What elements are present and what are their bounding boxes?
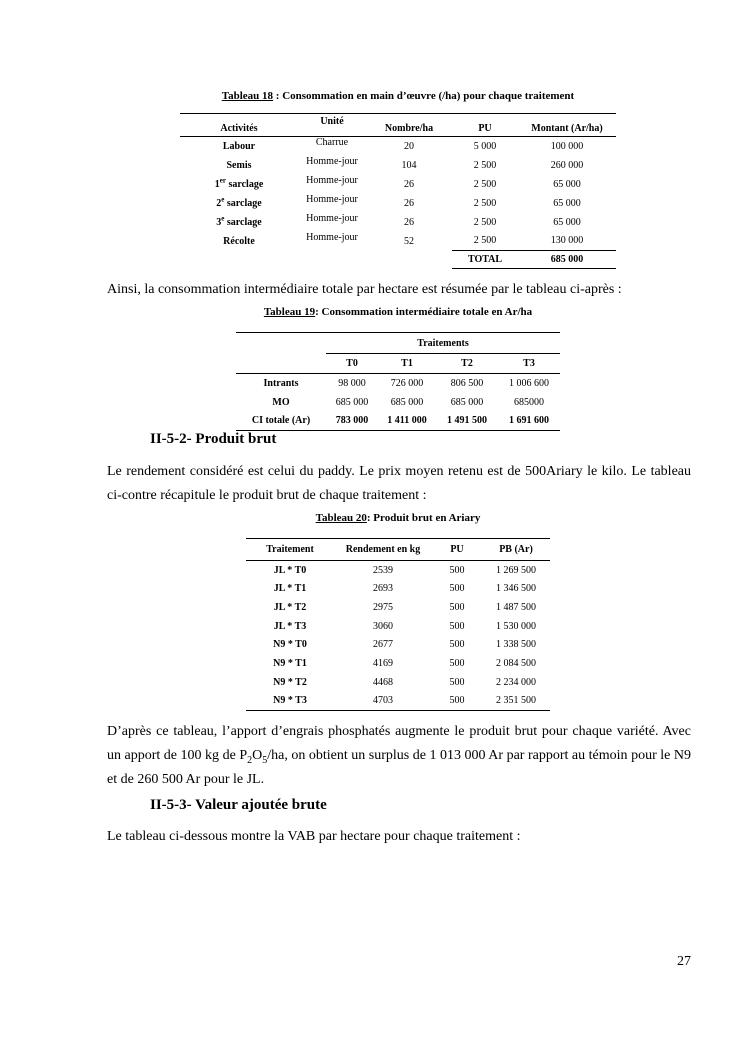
p2o5-o: O [252,748,263,763]
table20-value: 4703 [373,695,393,707]
table19-row [236,393,560,412]
table18-pu: 2 500 [473,235,497,247]
table19-col-t2: T2 [461,358,473,369]
activity-label: 3 [216,216,222,228]
activity-label: 1 [214,178,220,190]
table20-value: 2677 [373,639,393,651]
intro-table19: Ainsi, la consommation intermédiaire totale par hectare est résumée par le tableau ci-après : [107,282,622,297]
table18-number: 20 [404,140,414,152]
table19-caption-label: Tableau 19 [263,306,316,318]
table18-header-activity: Activités [220,123,258,134]
table20-row [246,617,550,636]
table20-value: 2 351 500 [496,695,536,707]
table18-caption-label: Tableau 18 [221,90,274,102]
table20-row [246,692,550,711]
table18-activity [180,175,298,194]
activity-ordinal-sup: er [219,176,226,185]
activity-label-rest: sarclage [224,216,262,228]
table20-value: 2539 [373,564,393,576]
table18 [180,113,616,269]
table18-caption-text: : Consommation en main d’œuvre (/ha) pour chaque traitement [273,90,575,102]
table20-treatment: JL * T0 [273,564,307,576]
table19-col-t0: T0 [346,358,358,369]
activity-label-rest: sarclage [224,197,262,209]
table18-row [180,175,616,194]
table20 [246,538,550,711]
table20-value: 4169 [373,658,393,670]
table18-row [180,213,616,232]
table18-unit: Charrue [315,137,349,148]
table18-activity [180,232,298,251]
table18-unit: Homme-jour [306,231,358,243]
table20-row [246,636,550,655]
table19-value: 1 691 600 [509,415,549,427]
table20-value: 500 [449,583,465,595]
paragraph-after-table20-part2: /ha, on obtient un surplus de 1 013 000 Ar par rapport au témoin pour le N9 et de 260 500 Ar pour le JL. [107,748,691,787]
table18-number: 104 [401,159,417,171]
table18-pu: 2 500 [473,197,497,209]
activity-label-rest: sarclage [225,178,264,190]
table18-header-unit: Unité [320,116,344,127]
table19-row [236,412,560,431]
activity-label: Labour [222,140,256,152]
table19-value: 685 000 [450,396,484,408]
table20-row [246,579,550,598]
table20-row [246,598,550,617]
activity-label: 2 [216,197,222,209]
heading-valeur-ajoutee-brute: II-5-3- Valeur ajoutée brute [150,797,327,813]
table18-row [180,156,616,175]
table20-treatment: N9 * T0 [273,639,307,651]
table18-amount: 130 000 [550,235,584,247]
paragraph-produit-brut: Le rendement considéré est celui du paddy. Le prix moyen retenu est de 500Ariary le kilo. Le tableau ci-contre récapitule le produit brut de chaque traitement : [107,464,691,503]
table19-value: 783 000 [335,415,369,427]
table20-value: 2693 [373,583,393,595]
table18-unit: Homme-jour [306,193,358,205]
table19 [236,332,560,431]
table20-value: 500 [449,639,465,651]
table20-value: 2 234 000 [496,676,536,688]
table18-number: 26 [404,216,414,228]
table20-treatment: JL * T3 [273,620,307,632]
table18-pu: 5 000 [473,140,497,152]
table20-treatment: JL * T2 [273,601,307,613]
table19-group-header: Traitements [326,333,560,354]
table18-number: 52 [404,235,414,247]
table19-value: 1 411 000 [387,415,427,427]
table20-value: 500 [449,620,465,632]
table19-row [236,374,560,393]
table18-row [180,137,616,156]
table18-amount: 65 000 [553,178,581,190]
table18-activity [180,213,298,232]
table20-value: 1 487 500 [496,601,536,613]
table20-value: 500 [449,601,465,613]
table20-value: 1 269 500 [496,564,536,576]
table18-header-amount: Montant (Ar/ha) [531,123,603,134]
table19-row-label: MO [272,396,290,408]
table18-number: 26 [404,178,414,190]
table20-value: 1 346 500 [496,583,536,595]
table18-header-number: Nombre/ha [384,123,434,134]
paragraph-after-table20 [107,720,691,792]
table18-unit: Homme-jour [306,212,358,224]
table20-value: 1 338 500 [496,639,536,651]
table20-caption [246,512,550,524]
table18-activity [180,137,298,156]
table20-value: 500 [449,658,465,670]
table18-activity [180,156,298,175]
table18-row [180,232,616,251]
table18-total-label: TOTAL [452,251,518,269]
table19-value: 98 000 [338,377,366,389]
table18-amount: 65 000 [553,216,581,228]
table19-value: 806 500 [450,377,484,389]
table20-value: 500 [449,564,465,576]
table19-caption [236,306,560,318]
table20-value: 3060 [373,620,393,632]
table18-pu: 2 500 [473,159,497,171]
p2o5-sub-2: 2 [247,754,253,766]
table20-value: 1 530 000 [496,620,536,632]
paragraph-valeur-ajoutee-brute: Le tableau ci-dessous montre la VAB par hectare pour chaque traitement : [107,829,521,844]
page-number: 27 [677,954,691,969]
table20-value: 4468 [373,676,393,688]
activity-ordinal-sup: e [221,195,225,204]
table20-caption-label: Tableau 20 [315,512,367,524]
table18-amount: 65 000 [553,197,581,209]
table19-value: 685000 [514,396,544,408]
table20-header-pu: PU [450,544,464,555]
table20-row [246,673,550,692]
activity-ordinal-sup: e [221,214,225,223]
table20-treatment: N9 * T1 [273,658,307,670]
table19-value: 685 000 [335,396,369,408]
table18-amount: 260 000 [550,159,584,171]
table20-value: 500 [449,676,465,688]
table20-row [246,561,550,580]
table18-header-pu: PU [478,123,492,134]
table18-caption [180,90,616,102]
table19-row-label: Intrants [263,377,299,389]
table18-pu: 2 500 [473,216,497,228]
table20-row [246,654,550,673]
table19-caption-text: : Consommation intermédiaire totale en Ar/ha [315,306,533,318]
table20-value: 2975 [373,601,393,613]
paragraph-after-table20-part1: D’après ce tableau, l’apport d’engrais phosphatés augmente le produit brut pour chaque variété. Avec un apport de 100 kg de P [107,724,691,763]
table18-number: 26 [404,197,414,209]
table20-header-pb: PB (Ar) [499,544,533,555]
table20-caption-text: : Produit brut en Ariary [366,512,481,524]
table18-row [180,194,616,213]
table19-value: 726 000 [390,377,424,389]
table18-amount: 100 000 [550,140,584,152]
table18-activity [180,194,298,213]
table19-value: 685 000 [390,396,424,408]
table19-value: 1 006 600 [509,377,549,389]
heading-produit-brut: II-5-2- Produit brut [150,431,277,447]
table20-header-treatment: Traitement [266,544,314,555]
table20-treatment: JL * T1 [273,583,307,595]
table18-pu: 2 500 [473,178,497,190]
p2o5-sub-5: 5 [262,754,268,766]
activity-label: Semis [226,159,252,171]
table20-header-yield: Rendement en kg [345,544,421,555]
table20-value: 500 [449,695,465,707]
table19-value: 1 491 500 [447,415,487,427]
table20-value: 2 084 500 [496,658,536,670]
table19-col-t3: T3 [523,358,535,369]
table18-unit: Homme-jour [306,155,358,167]
table19-col-t1: T1 [401,358,413,369]
table19-row-label: CI totale (Ar) [251,415,311,427]
table18-unit: Homme-jour [306,174,358,186]
table20-treatment: N9 * T2 [273,676,307,688]
activity-label: Récolte [223,235,255,247]
table20-treatment: N9 * T3 [273,695,307,707]
table18-total-value: 685 000 [518,251,616,269]
